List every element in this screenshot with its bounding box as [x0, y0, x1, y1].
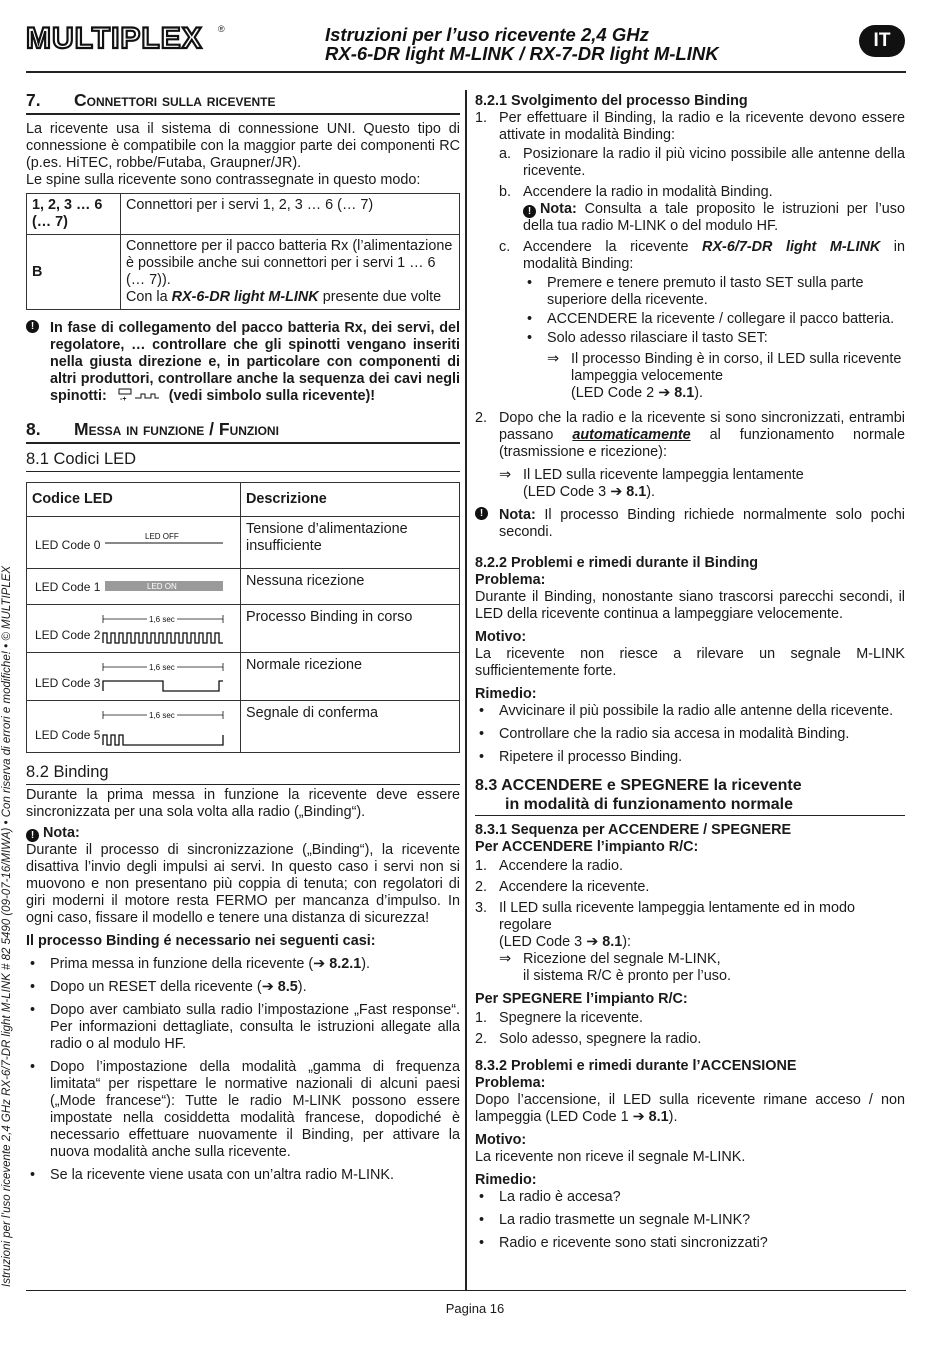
s832-problem: Dopo l’accensione, il LED sulla ricevente rimane acceso / non lampeggia (LED Code 1 ➔ 8.1).	[475, 1092, 905, 1125]
list-item: • ACCENDERE la ricevente / collegare il pacco batteria.	[523, 311, 905, 328]
led-confirm-pattern	[99, 707, 229, 751]
list-item: 1. Spegnere la ricevente.	[475, 1010, 643, 1026]
section-8-2-heading: 8.2 Binding	[26, 763, 460, 785]
table-row	[27, 194, 460, 235]
table-row	[27, 605, 460, 653]
led-code-cell	[27, 605, 241, 653]
arrow-right-icon: ➔	[610, 484, 627, 500]
binding-result: ⇒ Il processo Binding è in corso, il LED sulla ricevente lampeggia velocemente (LED Code 2 ➔ 8.1).	[547, 351, 902, 401]
led-code-cell	[27, 569, 241, 605]
led-pattern-tag: 1,6 sec	[149, 615, 175, 624]
led-code-cell	[27, 517, 241, 569]
title-line-1: Istruzioni per l’uso ricevente 2,4 GHz	[325, 24, 649, 45]
warning-icon: !	[523, 205, 536, 218]
led-pattern-tag: 1,6 sec	[149, 663, 175, 672]
connector-key: B	[27, 235, 121, 310]
power-on-steps	[475, 858, 905, 985]
power-off-steps	[475, 1010, 905, 1048]
title-line-2: RX-6-DR light M-LINK / RX-7-DR light M-LINK	[325, 43, 719, 64]
implies-icon: ⇒	[547, 351, 560, 367]
led-pattern-tag: LED OFF	[145, 532, 179, 541]
led-desc: Tensione d’alimentazione insufficiente	[241, 517, 460, 569]
led-code-label: LED Code 5	[35, 728, 101, 742]
problema-label: Problema:	[475, 1075, 546, 1091]
svg-text:-+: -+	[119, 396, 127, 402]
s822-reason: La ricevente non riesce a rilevare un segnale M-LINK sufficientemente forte.	[475, 646, 905, 679]
list-item: • Avvicinare il più possibile la radio alle antenne della ricevente.	[475, 703, 905, 720]
rimedio-label: Rimedio:	[475, 1172, 537, 1188]
s7-paragraph-1: La ricevente usa il sistema di connessione UNI. Questo tipo di connessione è compatibile con la maggior parte dei componenti RC (p.es. HiTEC, robbe/Futaba, Graupner/JR).	[26, 121, 460, 171]
binding-result-2: ⇒ Il LED sulla ricevente lampeggia lentamente (LED Code 3 ➔ 8.1).	[499, 467, 804, 500]
language-badge: IT	[859, 25, 905, 57]
warning-icon: !	[475, 507, 488, 520]
s822-remedies	[475, 703, 905, 766]
s82-paragraph-1: Durante la prima messa in funzione la ricevente deve essere sincronizzata per una sola volta alla radio („Binding“).	[26, 787, 460, 820]
col-header-desc: Descrizione	[241, 483, 460, 517]
s832-remedies	[475, 1189, 905, 1252]
s7-paragraph-2: Le spine sulla ricevente sono contrassegnate in questo modo:	[26, 172, 421, 188]
problema-label: Problema:	[475, 572, 546, 588]
header-rule	[26, 71, 906, 73]
table-row	[27, 653, 460, 701]
substep-a: a. Posizionare la radio il più vicino possibile alle antenne della ricevente.	[499, 146, 905, 179]
list-item: • Prima messa in funzione della ricevente (➔ 8.2.1).	[26, 956, 460, 973]
right-column	[475, 93, 905, 1258]
section-8-2-2-heading: 8.2.2 Problemi e rimedi durante il Binding	[475, 555, 759, 571]
led-pattern-tag: 1,6 sec	[149, 711, 175, 720]
binding-steps	[475, 110, 905, 501]
implies-icon: ⇒	[499, 951, 512, 967]
section-8-heading: 8. Messa in funzione / Funzioni	[26, 419, 460, 444]
list-item: 2. Accendere la ricevente.	[475, 879, 650, 895]
led-code-label: LED Code 1	[35, 580, 101, 594]
list-item: • Solo adesso rilasciare il tasto SET:	[523, 330, 905, 347]
arrow-right-icon: ➔	[261, 979, 278, 995]
led-pattern-tag: LED ON	[147, 582, 177, 591]
motivo-label: Motivo:	[475, 1132, 527, 1148]
list-item: 1. Accendere la radio.	[475, 858, 623, 874]
rimedio-label: Rimedio:	[475, 686, 537, 702]
list-item: 2. Dopo che la radio e la ricevente si sono sincronizzati, entrambi passano automaticamente al funzionamento normale (trasmissione e ricezione): ⇒ Il LED sulla ricevente lampeggia lentamente (LED Code 3 ➔ 8.1).	[475, 410, 906, 500]
list-item: 3. Il LED sulla ricevente lampeggia lentamente ed in modo regolare (LED Code 3 ➔ 8.1): ⇒ Ricezione del segnale M-LINK, il sistema R/C è pronto per l’uso.	[475, 900, 905, 985]
warning-icon: !	[26, 320, 39, 333]
substep-c: c. Accendere la ricevente RX-6/7-DR light M-LINK in modalità Binding: • Premere e tenere premuto il tasto SET sulla parte superiore della ricevente. • ACCENDERE la ricevente / collegare il pacco batteria. • Solo adesso rilasciare il tasto SET: ⇒ Il processo Binding è in corso, il LED sulla ricevente lampeggia velocemente (LED Code 2 ➔ 8.1).	[499, 239, 905, 402]
table-row	[27, 235, 460, 310]
arrow-right-icon: ➔	[658, 385, 675, 401]
power-off-heading: Per SPEGNERE l’impianto R/C:	[475, 991, 688, 1007]
arrow-right-icon: ➔	[586, 934, 603, 950]
s832-reason: La ricevente non riceve il segnale M-LINK.	[475, 1149, 746, 1165]
list-item: 2. Solo adesso, spegnere la radio.	[475, 1031, 702, 1047]
power-on-result: ⇒ Ricezione del segnale M-LINK, il sistema R/C è pronto per l’uso.	[499, 951, 731, 984]
led-fast-blink-pattern	[99, 611, 229, 651]
list-item: • Controllare che la radio sia accesa in modalità Binding.	[475, 726, 905, 743]
section-8-3-1-heading: 8.3.1 Sequenza per ACCENDERE / SPEGNERE	[475, 822, 792, 838]
table-header-row	[27, 483, 460, 517]
led-code-cell	[27, 653, 241, 701]
led-on-pattern	[105, 581, 235, 595]
list-item: • Radio e ricevente sono stati sincronizzati?	[475, 1235, 905, 1252]
power-on-heading: Per ACCENDERE l’impianto R/C:	[475, 839, 699, 855]
list-item: 1. Per effettuare il Binding, la radio e la ricevente devono essere attivate in modalità Binding: a. Posizionare la radio il più vicino possibile alle antenne della ricevente. b. Accendere la radio in modalità Binding. ! Nota: Consulta a tale proposito le istruzioni per l’uso della tua radio M-LINK o del modulo HF. c. Accendere la ricevente RX-6/7-DR light M-LINK in modalità Binding: • Premere e tenere premuto il tasto SET sulla parte superiore della ricevente. • ACCENDERE la ricevente / collegare il pacco batteria. • Solo adesso rilasciare il tasto SET: ⇒ Il processo Binding è in corso, il LED sulla ricevente lampeggia velocemente (LED Code 2 ➔ 8.1).	[475, 110, 905, 402]
page-number: Pagina 16	[445, 1301, 505, 1316]
table-row	[27, 701, 460, 753]
table-row	[27, 517, 460, 569]
arrow-right-icon: ➔	[313, 956, 330, 972]
led-code-label: LED Code 3	[35, 676, 101, 690]
list-item: • La radio trasmette un segnale M-LINK?	[475, 1212, 905, 1229]
list-item: • Premere e tenere premuto il tasto SET sulla parte superiore della ricevente.	[523, 275, 905, 309]
nota-binding-duration: ! Nota: Il processo Binding richiede normalmente solo pochi secondi.	[475, 507, 905, 541]
led-off-pattern	[105, 529, 235, 549]
section-7-heading: 7. Connettori sulla ricevente	[26, 90, 460, 115]
multiplex-logo: MULTIPLEX	[26, 22, 203, 55]
plug-pin-symbol-icon	[115, 388, 161, 402]
document-title	[325, 25, 845, 63]
section-8-3-2-heading: 8.3.2 Problemi e rimedi durante l’ACCENSIONE	[475, 1058, 797, 1074]
list-item: • La radio è accesa?	[475, 1189, 905, 1206]
arrow-right-icon: ➔	[632, 1109, 649, 1125]
binding-cases-list	[26, 956, 460, 1184]
led-desc: Processo Binding in corso	[241, 605, 460, 653]
led-code-cell	[27, 701, 241, 753]
list-item: • Dopo un RESET della ricevente (➔ 8.5).	[26, 979, 460, 996]
warning-plug-orientation: ! In fase di collegamento del pacco batteria Rx, dei servi, del regolatore, … controllare che gli spinotti vengano inseriti nella giusta direzione e, in particolare con componenti di altri produttori, controllare anche la sequenza dei cavi negli spinotti: -+ (vedi simbolo sulla ricevente)!	[26, 320, 460, 405]
list-item: • Se la ricevente viene usata con un’altra radio M-LINK.	[26, 1167, 460, 1184]
list-item: • Dopo aver cambiato sulla radio l’impostazione „Fast response“. Per informazioni dettagliate, consulta le istruzioni allegate alla radio o al modulo HF.	[26, 1002, 460, 1053]
substep-b: b. Accendere la radio in modalità Binding. ! Nota: Consulta a tale proposito le istruzioni per l’uso della tua radio M-LINK o del modulo HF.	[499, 184, 906, 234]
section-8-3-heading: 8.3 ACCENDERE e SPEGNERE la ricevente in modalità di funzionamento normale	[475, 776, 905, 816]
led-slow-blink-pattern	[99, 659, 229, 699]
column-divider	[465, 90, 467, 1290]
led-desc: Normale ricezione	[241, 653, 460, 701]
connector-key: 1, 2, 3 … 6 (… 7)	[27, 194, 121, 235]
section-8-2-1-heading: 8.2.1 Svolgimento del processo Binding	[475, 93, 748, 109]
registered-mark: ®	[218, 24, 225, 34]
col-header-code: Codice LED	[27, 483, 241, 517]
section-8-1-heading: 8.1 Codici LED	[26, 450, 460, 472]
footer-rule	[26, 1290, 906, 1291]
table-row	[27, 569, 460, 605]
led-desc: Nessuna ricezione	[241, 569, 460, 605]
led-code-label: LED Code 2	[35, 628, 101, 642]
binding-cases-heading: Il processo Binding é necessario nei seguenti casi:	[26, 933, 376, 949]
motivo-label: Motivo:	[475, 629, 527, 645]
connector-desc: Connettore per il pacco batteria Rx (l’alimentazione è possibile anche sui connettori per i servi 1 … 6 (… 7)). Con la RX-6-DR light M-LINK presente due volte	[121, 235, 460, 310]
led-code-label: LED Code 0	[35, 538, 101, 552]
connector-table	[26, 193, 460, 310]
led-desc: Segnale di conferma	[241, 701, 460, 753]
sidebar-imprint: Istruzioni per l’uso ricevente 2,4 GHz RX-6/7-DR light M-LINK # 82 5490 (09-07-16/MIWA) • Con riserva di errori e modifiche! • © MULTIPLEX	[1, 565, 13, 1287]
warning-icon: !	[26, 829, 39, 842]
list-item: • Ripetere il processo Binding.	[475, 749, 905, 766]
led-code-table	[26, 482, 460, 753]
left-column	[26, 90, 460, 1190]
nota-heading: ! Nota:	[26, 825, 460, 842]
implies-icon: ⇒	[499, 467, 512, 483]
s82-nota-text: Durante il processo di sincronizzazione („Binding“), la ricevente disattiva l’invio degli impulsi ai servi. In questo caso i servi non si muovono e non presentano più coppia di tenuta; con regolatori di giri moderni il motore resta FERMO per mancanza d’impulso. In ogni caso, fissare il modello e tenere una distanza di sicurezza!	[26, 842, 460, 926]
connector-desc: Connettori per i servi 1, 2, 3 … 6 (… 7)	[121, 194, 460, 235]
list-item: • Dopo l’impostazione della modalità „gamma di frequenza limitata“ per rispettare le normative nazionali di alcuni paesi („Mode francese“): Tutte le radio M-LINK possono essere impostate nella cosiddetta modalità francese, dopodiché è necessario effettuare nuovamente il Binding, per attivare la nuova modalità anche sulla ricevente.	[26, 1059, 460, 1161]
s822-problem: Durante il Binding, nonostante siano trascorsi parecchi secondi, il LED della ricevente continua a lampeggiare velocemente.	[475, 589, 905, 622]
